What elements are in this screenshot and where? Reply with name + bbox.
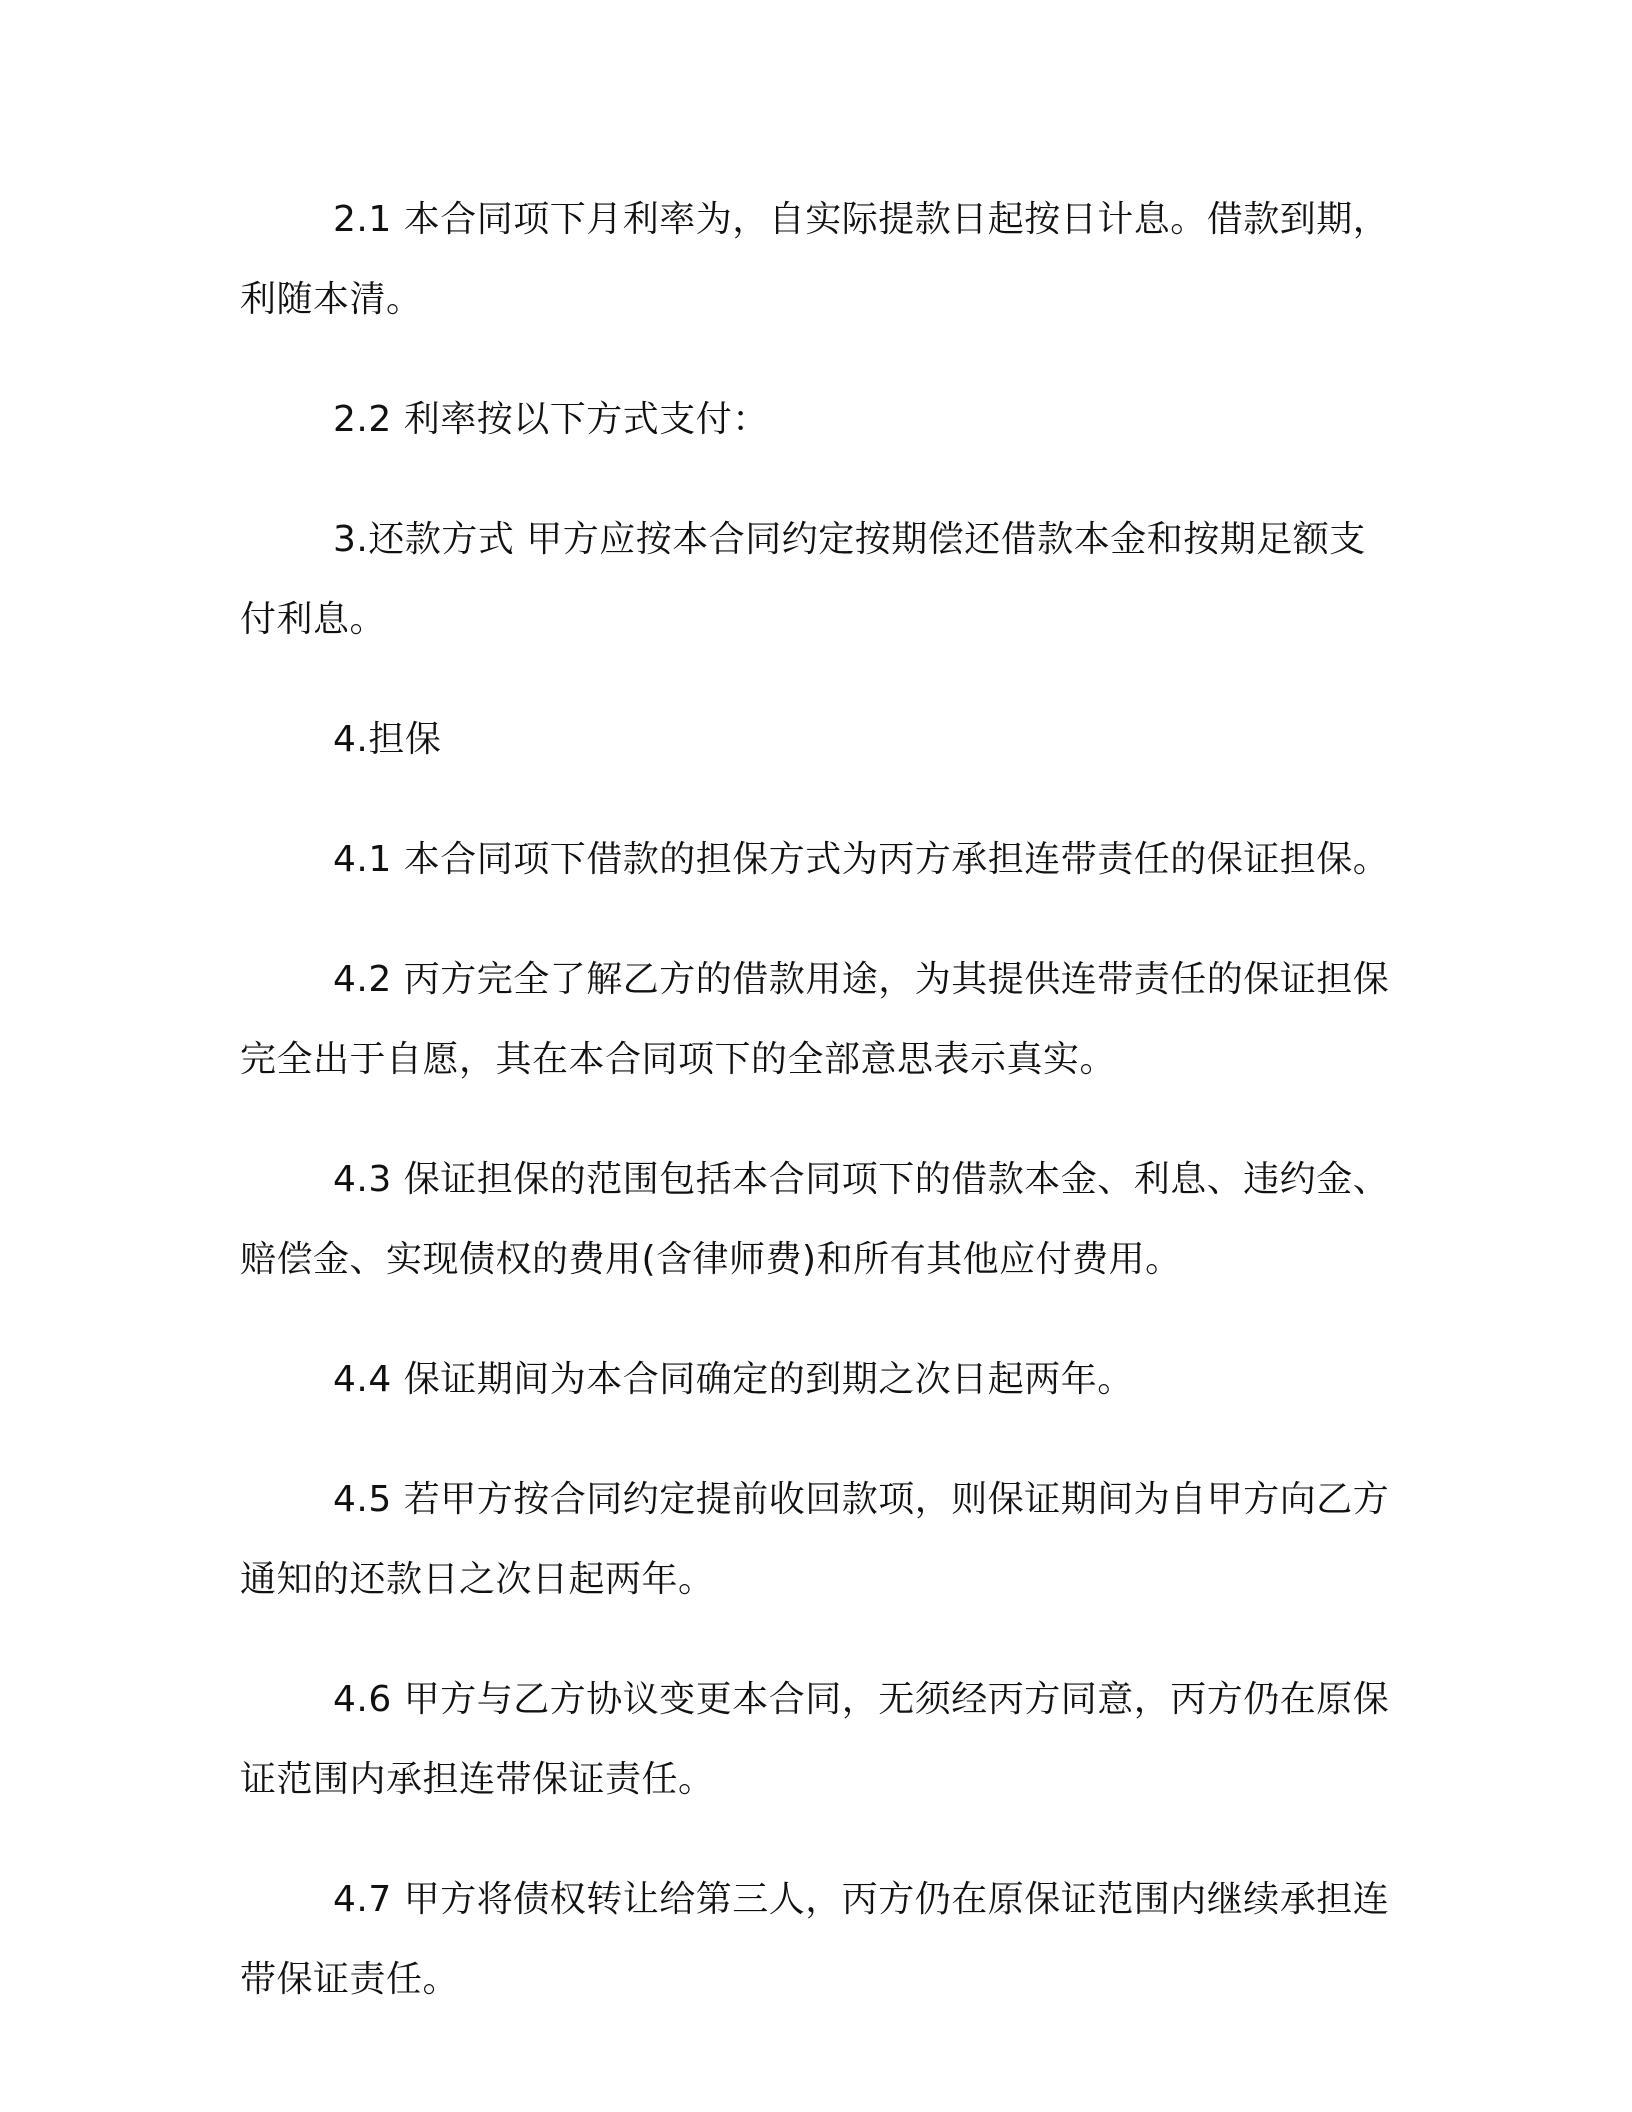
clause-4-6: 4.6 甲方与乙方协议变更本合同，无须经丙方同意，丙方仍在原保证范围内承担连带保证责任。 <box>240 1679 1390 1800</box>
section-4-heading: 4.担保 <box>333 719 442 760</box>
document-page <box>240 180 1390 2060</box>
clause-3-repayment: 3.还款方式 甲方应按本合同约定按期偿还借款本金和按期足额支付利息。 <box>240 519 1366 640</box>
clause-4-2: 4.2 丙方完全了解乙方的借款用途，为其提供连带责任的保证担保完全出于自愿，其在本合同项下的全部意思表示真实。 <box>240 959 1390 1080</box>
clause-4-5: 4.5 若甲方按合同约定提前收回款项，则保证期间为自甲方向乙方通知的还款日之次日起两年。 <box>240 1479 1390 1600</box>
clause-4-1: 4.1 本合同项下借款的担保方式为丙方承担连带责任的保证担保。 <box>333 839 1390 880</box>
clause-4-7: 4.7 甲方将债权转让给第三人，丙方仍在原保证范围内继续承担连带保证责任。 <box>240 1879 1390 2000</box>
clause-4-4: 4.4 保证期间为本合同确定的到期之次日起两年。 <box>333 1359 1134 1400</box>
clause-4-3: 4.3 保证担保的范围包括本合同项下的借款本金、利息、违约金、赔偿金、实现债权的费用(含律师费)和所有其他应付费用。 <box>240 1159 1390 1280</box>
clause-2-2: 2.2 利率按以下方式支付： <box>333 399 769 440</box>
clause-2-1: 2.1 本合同项下月利率为，自实际提款日起按日计息。借款到期，利随本清。 <box>240 199 1390 320</box>
